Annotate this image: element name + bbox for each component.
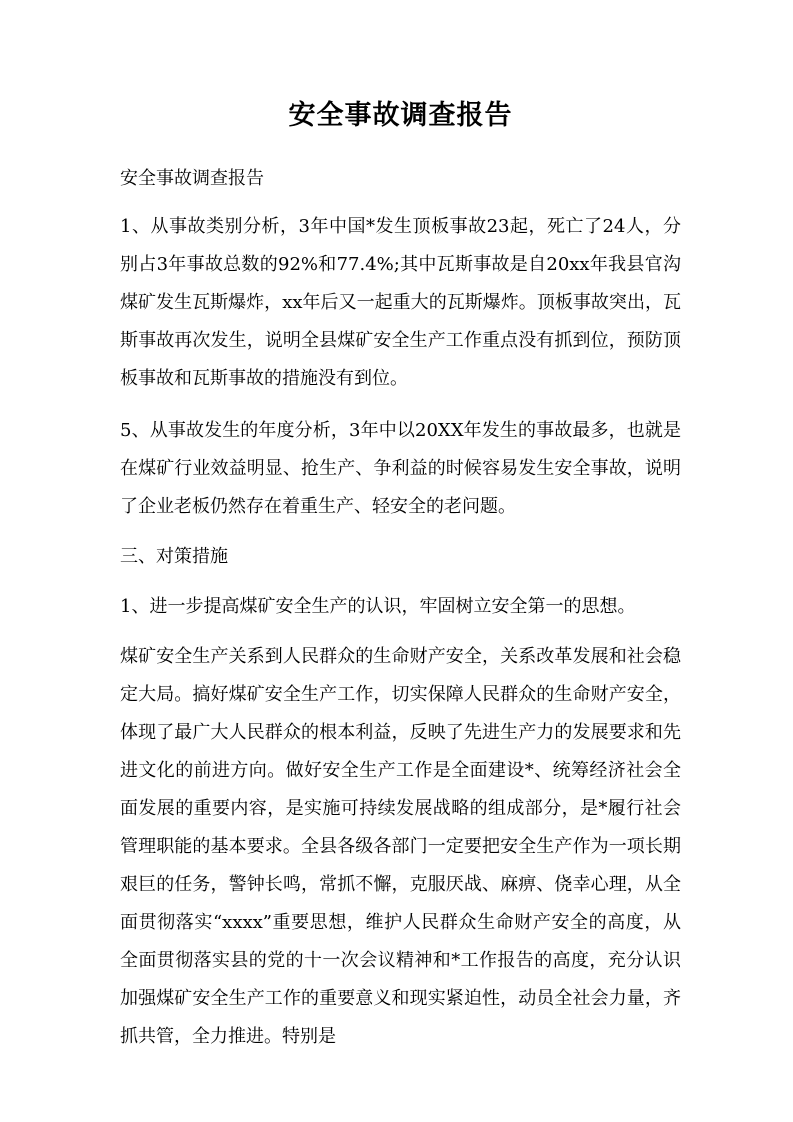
paragraph-accident-type: 1、从事故类别分析，3年中国*发生顶板事故23起，死亡了24人，分别占3年事故总数的92%和77.4%;其中瓦斯事故是自20xx年我县官沟煤矿发生瓦斯爆炸，xx年后又一起重大的瓦斯爆炸。顶板事故突出，瓦斯事故再次发生，说明全县煤矿安全生产工作重点没有抓到位，预防顶板事故和瓦斯事故的措施没有到位。 <box>120 216 681 389</box>
document-subtitle: 安全事故调查报告 <box>120 168 264 189</box>
paragraph-accident-year: 5、从事故发生的年度分析，3年中以20XX年发生的事故最多，也就是在煤矿行业效益明显、抢生产、争利益的时候容易发生安全事故，说明了企业老板仍然存在着重生产、轻安全的老问题。 <box>120 420 681 517</box>
paragraph-measure-1: 1、进一步提高煤矿安全生产的认识，牢固树立安全第一的思想。 <box>120 596 636 617</box>
section-heading-measures: 三、对策措施 <box>120 546 228 567</box>
paragraph-measure-body: 煤矿安全生产关系到人民群众的生命财产安全，关系改革发展和社会稳定大局。搞好煤矿安全生产工作，切实保障人民群众的生命财产安全，体现了最广大人民群众的根本利益，反映了先进生产力的发展要求和先进文化的前进方向。做好安全生产工作是全面建设*、统筹经济社会全面发展的重要内容，是实施可持续发展战略的组成部分，是*履行社会管理职能的基本要求。全县各级各部门一定要把安全生产作为一项长期艰巨的任务，警钟长鸣，常抓不懈，克服厌战、麻痹、侥幸心理，从全面贯彻落实“xxxx”重要思想，维护人民群众生命财产安全的高度，从全面贯彻落实县的党的十一次会议精神和*工作报告的高度，充分认识加强煤矿安全生产工作的重要意义和现实紧迫性，动员全社会力量，齐抓共管，全力推进。特别是 <box>120 646 681 1047</box>
document-title: 安全事故调查报告 <box>288 100 513 131</box>
